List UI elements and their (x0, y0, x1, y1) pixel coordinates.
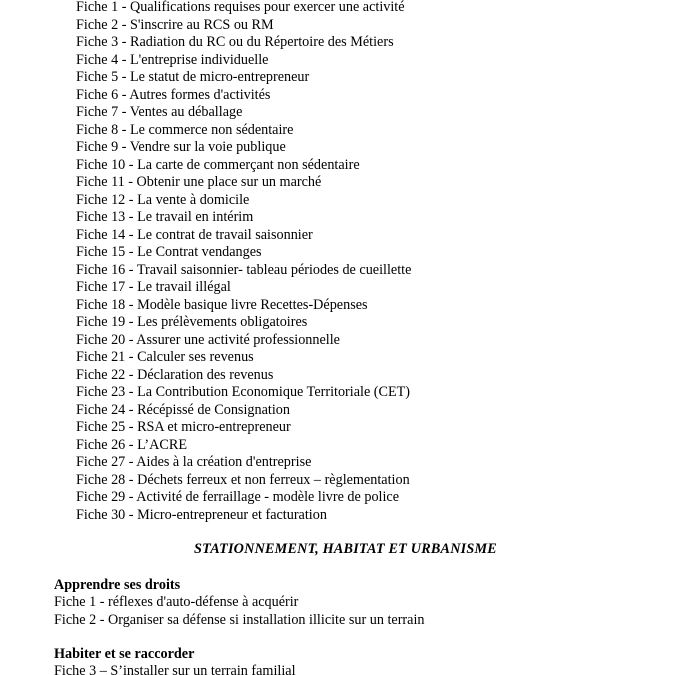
fiche-list-droits (54, 594, 424, 629)
list-item: Fiche 19 - Les prélèvements obligatoires (76, 314, 308, 330)
list-item: Fiche 16 - Travail saisonnier- tableau périodes de cueillette (76, 261, 412, 278)
fiche-list-habiter (54, 663, 296, 675)
list-item: Fiche 22 - Déclaration des revenus (76, 366, 274, 383)
list-item: Fiche 23 - La Contribution Economique Territoriale (CET) (76, 384, 411, 400)
list-item: Fiche 7 - Ventes au déballage (76, 104, 243, 120)
list-item: Fiche 5 - Le statut de micro-entrepreneur (76, 69, 310, 85)
list-item: Fiche 3 - Radiation du RC ou du Répertoire des Métiers (76, 34, 394, 50)
list-item: Fiche 1 - réflexes d'auto-défense à acquérir (54, 594, 299, 610)
list-item: Fiche 28 - Déchets ferreux et non ferreux – règlementation (76, 471, 410, 488)
list-item: Fiche 12 - La vente à domicile (76, 191, 250, 208)
list-item: Fiche 17 - Le travail illégal (76, 279, 231, 295)
list-item: Fiche 18 - Modèle basique livre Recettes-Dépenses (76, 296, 368, 313)
list-item: Fiche 13 - Le travail en intérim (76, 209, 254, 225)
list-item: Fiche 14 - Le contrat de travail saisonnier (76, 226, 313, 243)
subheading-habiter-et-se-raccorder: Habiter et se raccorder (54, 646, 195, 662)
list-item: Fiche 27 - Aides à la création d'entreprise (76, 454, 312, 470)
list-item: Fiche 2 - Organiser sa défense si installation illicite sur un terrain (54, 611, 425, 628)
list-item: Fiche 8 - Le commerce non sédentaire (76, 121, 294, 138)
list-item: Fiche 9 - Vendre sur la voie publique (76, 139, 286, 155)
list-item: Fiche 25 - RSA et micro-entrepreneur (76, 419, 291, 435)
list-item: Fiche 6 - Autres formes d'activités (76, 86, 271, 103)
list-item: Fiche 30 - Micro-entrepreneur et facturation (76, 506, 327, 523)
list-item: Fiche 15 - Le Contrat vendanges (76, 244, 262, 260)
section-title: STATIONNEMENT, HABITAT ET URBANISME (194, 541, 497, 557)
list-item: Fiche 20 - Assurer une activité professionnelle (76, 331, 340, 348)
list-item: Fiche 24 - Récépissé de Consignation (76, 401, 290, 418)
list-item: Fiche 21 - Calculer ses revenus (76, 349, 254, 365)
list-item: Fiche 10 - La carte de commerçant non sédentaire (76, 156, 360, 173)
list-item: Fiche 29 - Activité de ferraillage - modèle livre de police (76, 489, 400, 505)
list-item: Fiche 26 - L’ACRE (76, 436, 187, 453)
fiche-list-activite (76, 0, 411, 524)
subheading-apprendre-ses-droits: Apprendre ses droits (54, 577, 181, 593)
list-item: Fiche 1 - Qualifications requises pour exercer une activité (76, 0, 405, 15)
list-item: Fiche 4 - L'entreprise individuelle (76, 51, 269, 68)
list-item: Fiche 3 – S’installer sur un terrain familial (54, 663, 296, 675)
list-item: Fiche 2 - S'inscrire au RCS ou RM (76, 16, 274, 33)
list-item: Fiche 11 - Obtenir une place sur un marché (76, 174, 322, 190)
